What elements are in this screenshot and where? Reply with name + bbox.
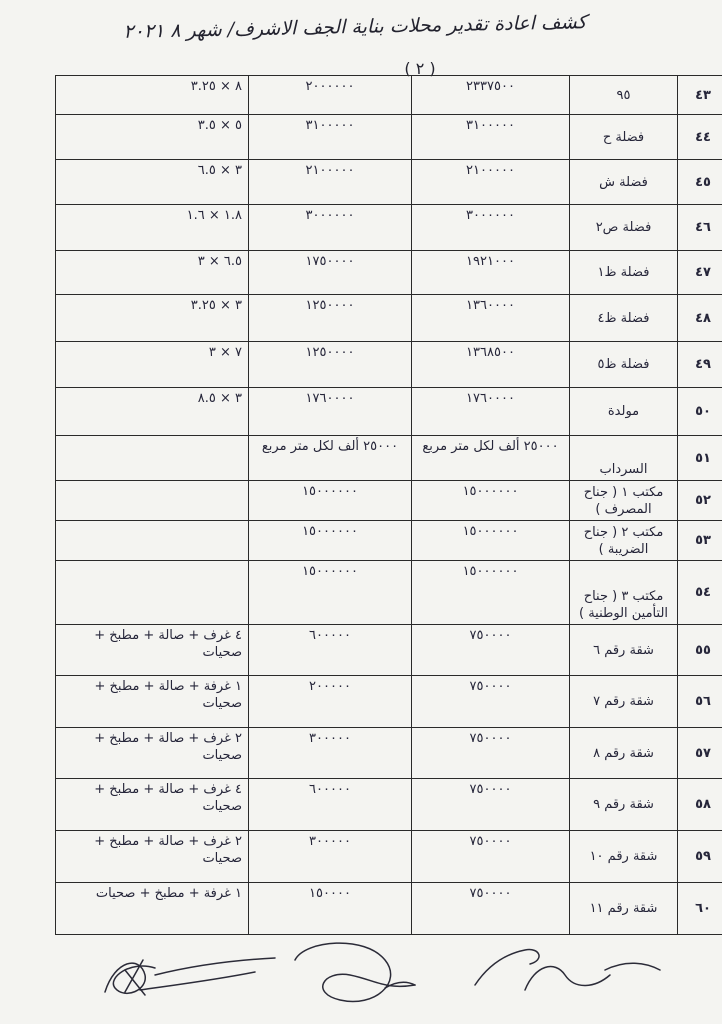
new-value-cell: ٣١٠٠٠٠٠ — [249, 115, 412, 160]
dimensions-cell: ٦.٥ × ٣ — [56, 251, 249, 295]
table-row — [56, 388, 722, 436]
item-name-cell: شقة رقم ٩ — [570, 779, 678, 831]
table-row — [56, 76, 722, 115]
valuation-table — [55, 75, 722, 935]
new-value-cell: ١٧٥٠٠٠٠ — [249, 251, 412, 295]
row-number-cell: ٥٦ — [678, 676, 722, 728]
new-value-cell: ٦٠٠٠٠٠ — [249, 625, 412, 676]
table-row — [56, 883, 722, 935]
table-row — [56, 251, 722, 295]
signatures — [85, 930, 685, 1015]
new-value-cell: ٢٥٠٠٠ ألف لكل متر مربع — [249, 436, 412, 481]
dimensions-cell: ٧ × ٣ — [56, 342, 249, 388]
previous-value-cell: ٧٥٠٠٠٠ — [412, 676, 570, 728]
previous-value-cell: ٣١٠٠٠٠٠ — [412, 115, 570, 160]
new-value-cell: ١٥٠٠٠٠ — [249, 883, 412, 935]
row-number-cell: ٥٥ — [678, 625, 722, 676]
previous-value-cell: ١٣٦٠٠٠٠ — [412, 295, 570, 342]
new-value-cell: ٣٠٠٠٠٠ — [249, 831, 412, 883]
previous-value-cell: ٣٠٠٠٠٠٠ — [412, 205, 570, 251]
table-body — [56, 76, 722, 935]
table-row — [56, 342, 722, 388]
item-name-cell: ٩٥ — [570, 76, 678, 115]
new-value-cell: ١٢٥٠٠٠٠ — [249, 342, 412, 388]
previous-value-cell: ٢٥٠٠٠ ألف لكل متر مربع — [412, 436, 570, 481]
item-name-cell: مكتب ٣ ( جناح التأمين الوطنية ) — [570, 561, 678, 625]
previous-value-cell: ٢٣٣٧٥٠٠ — [412, 76, 570, 115]
row-number-cell: ٥٠ — [678, 388, 722, 436]
item-name-cell: فضلة ح — [570, 115, 678, 160]
previous-value-cell: ٧٥٠٠٠٠ — [412, 831, 570, 883]
row-number-cell: ٤٤ — [678, 115, 722, 160]
dimensions-cell — [56, 481, 249, 521]
dimensions-cell: ٤ غرف + صالة + مطبخ + صحيات — [56, 625, 249, 676]
dimensions-cell — [56, 521, 249, 561]
dimensions-cell — [56, 561, 249, 625]
previous-value-cell: ٢١٠٠٠٠٠ — [412, 160, 570, 205]
new-value-cell: ١٢٥٠٠٠٠ — [249, 295, 412, 342]
page-number-mark: ( ٢ ) — [404, 59, 436, 78]
dimensions-cell: ١.٨ × ١.٦ — [56, 205, 249, 251]
new-value-cell: ١٥٠٠٠٠٠٠ — [249, 481, 412, 521]
table-row — [56, 625, 722, 676]
table-row — [56, 115, 722, 160]
new-value-cell: ٢٠٠٠٠٠٠ — [249, 76, 412, 115]
row-number-cell: ٤٣ — [678, 76, 722, 115]
dimensions-cell: ٨ × ٣.٢٥ — [56, 76, 249, 115]
previous-value-cell: ٧٥٠٠٠٠ — [412, 883, 570, 935]
item-name-cell: شقة رقم ١٠ — [570, 831, 678, 883]
row-number-cell: ٥٤ — [678, 561, 722, 625]
previous-value-cell: ٧٥٠٠٠٠ — [412, 728, 570, 779]
item-name-cell: فضلة ظ٤ — [570, 295, 678, 342]
new-value-cell: ٣٠٠٠٠٠ — [249, 728, 412, 779]
signature-right — [475, 950, 660, 990]
row-number-cell: ٤٧ — [678, 251, 722, 295]
row-number-cell: ٥٨ — [678, 779, 722, 831]
table-row — [56, 779, 722, 831]
item-name-cell: شقة رقم ١١ — [570, 883, 678, 935]
dimensions-cell — [56, 436, 249, 481]
table-row — [56, 295, 722, 342]
previous-value-cell: ١٧٦٠٠٠٠ — [412, 388, 570, 436]
table-row — [56, 205, 722, 251]
table-row — [56, 561, 722, 625]
previous-value-cell: ١٩٢١٠٠٠ — [412, 251, 570, 295]
table-row — [56, 728, 722, 779]
row-number-cell: ٦٠ — [678, 883, 722, 935]
item-name-cell: مولدة — [570, 388, 678, 436]
item-name-cell: شقة رقم ٨ — [570, 728, 678, 779]
handwritten-heading: كشف اعادة تقدير محلات بناية الجف الاشرف/ شهر ٨ ٢٠٢١ — [123, 11, 587, 43]
item-name-cell: شقة رقم ٦ — [570, 625, 678, 676]
new-value-cell: ٢٠٠٠٠٠ — [249, 676, 412, 728]
table-row — [56, 521, 722, 561]
row-number-cell: ٥٩ — [678, 831, 722, 883]
table-row — [56, 676, 722, 728]
previous-value-cell: ١٣٦٨٥٠٠ — [412, 342, 570, 388]
item-name-cell: فضلة ص٢ — [570, 205, 678, 251]
new-value-cell: ٦٠٠٠٠٠ — [249, 779, 412, 831]
item-name-cell: مكتب ١ ( جناح المصرف ) — [570, 481, 678, 521]
dimensions-cell: ٣ × ٣.٢٥ — [56, 295, 249, 342]
row-number-cell: ٤٩ — [678, 342, 722, 388]
dimensions-cell: ٣ × ٨.٥ — [56, 388, 249, 436]
item-name-cell: فضلة ظ١ — [570, 251, 678, 295]
previous-value-cell: ١٥٠٠٠٠٠٠ — [412, 561, 570, 625]
table-row — [56, 160, 722, 205]
row-number-cell: ٥٧ — [678, 728, 722, 779]
dimensions-cell: ٣ × ٦.٥ — [56, 160, 249, 205]
previous-value-cell: ١٥٠٠٠٠٠٠ — [412, 521, 570, 561]
dimensions-cell: ٤ غرف + صالة + مطبخ + صحيات — [56, 779, 249, 831]
table-row — [56, 831, 722, 883]
row-number-cell: ٥٣ — [678, 521, 722, 561]
new-value-cell: ٣٠٠٠٠٠٠ — [249, 205, 412, 251]
row-number-cell: ٤٨ — [678, 295, 722, 342]
dimensions-cell: ٢ غرف + صالة + مطبخ + صحيات — [56, 831, 249, 883]
signature-left — [105, 958, 275, 995]
dimensions-cell: ١ غرفة + مطبخ + صحيات — [56, 883, 249, 935]
previous-value-cell: ١٥٠٠٠٠٠٠ — [412, 481, 570, 521]
dimensions-cell: ٢ غرف + صالة + مطبخ + صحيات — [56, 728, 249, 779]
item-name-cell: فضلة ش — [570, 160, 678, 205]
table-row — [56, 481, 722, 521]
dimensions-cell: ١ غرفة + صالة + مطبخ + صحيات — [56, 676, 249, 728]
new-value-cell: ١٧٦٠٠٠٠ — [249, 388, 412, 436]
new-value-cell: ٢١٠٠٠٠٠ — [249, 160, 412, 205]
row-number-cell: ٥١ — [678, 436, 722, 481]
item-name-cell: فضلة ظ٥ — [570, 342, 678, 388]
new-value-cell: ١٥٠٠٠٠٠٠ — [249, 561, 412, 625]
item-name-cell: السرداب — [570, 436, 678, 481]
previous-value-cell: ٧٥٠٠٠٠ — [412, 625, 570, 676]
item-name-cell: مكتب ٢ ( جناح الضريبة ) — [570, 521, 678, 561]
new-value-cell: ١٥٠٠٠٠٠٠ — [249, 521, 412, 561]
row-number-cell: ٤٦ — [678, 205, 722, 251]
item-name-cell: شقة رقم ٧ — [570, 676, 678, 728]
row-number-cell: ٤٥ — [678, 160, 722, 205]
signature-middle — [295, 943, 415, 1001]
row-number-cell: ٥٢ — [678, 481, 722, 521]
table-row — [56, 436, 722, 481]
previous-value-cell: ٧٥٠٠٠٠ — [412, 779, 570, 831]
dimensions-cell: ٥ × ٣.٥ — [56, 115, 249, 160]
